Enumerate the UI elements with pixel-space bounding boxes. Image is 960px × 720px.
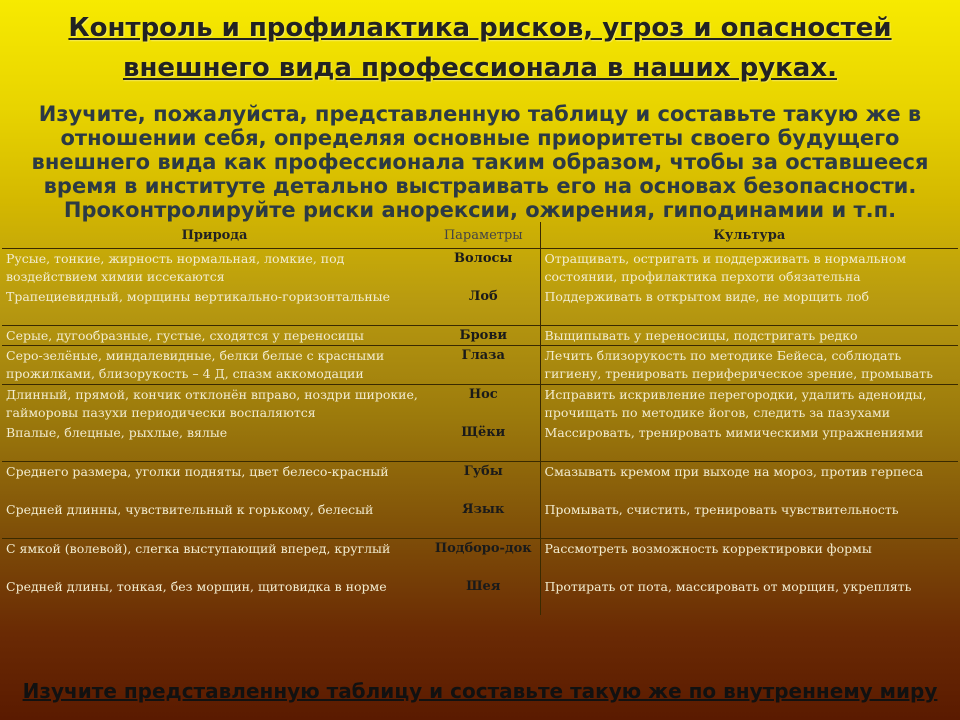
cell-culture: Исправить искривление перегородки, удалить аденоиды, прочищать по методике йогов, следить за пазухами [540,385,958,424]
cell-culture: Промывать, счистить, тренировать чувствительность [540,500,958,539]
cell-param: Волосы [427,249,540,288]
table-row [2,539,958,578]
cell-nature: Длинный, прямой, кончик отклонён вправо, ноздри широкие, гайморовы пазухи периодически воспаляются [2,385,427,424]
intro-line-3: внешнего вида как профессионала таким образом, чтобы за оставшееся [31,150,929,174]
cell-culture: Смазывать кремом при выходе на мороз, против герпеса [540,462,958,501]
cell-param: Подборо-док [427,539,540,578]
risk-table [2,222,958,615]
cell-nature: Среднего размера, уголки подняты, цвет белесо-красный [2,462,427,501]
intro-line-1: Изучите, пожалуйста, представленную таблицу и составьте такую же в [38,102,922,126]
cell-nature: Серые, дугообразные, густые, сходятся у переносицы [2,326,427,346]
intro-line-5: Проконтролируйте риски анорексии, ожирения, гиподинамии и т.п. [63,198,897,222]
cell-culture: Рассмотреть возможность корректировки формы [540,539,958,578]
header-params: Параметры [443,227,523,243]
table-row [2,500,958,539]
table-row [2,249,958,288]
table-header-row [2,222,958,249]
intro-text [0,102,960,222]
cell-param: Нос [427,385,540,424]
cell-param: Шея [466,579,501,594]
cell-nature: Русые, тонкие, жирность нормальная, ломкие, под воздействием химии иссекаются [2,249,427,288]
cell-culture: Отращивать, остригать и поддерживать в нормальном состоянии, профилактика перхоти обязательна [540,249,958,288]
table-row [2,577,958,615]
header-nature: Природа [181,227,248,243]
slide-title-line-1: Контроль и профилактика рисков, угроз и опасностей [68,13,892,43]
cell-culture: Поддерживать в открытом виде, не морщить лоб [540,287,958,326]
table-row [2,287,958,326]
cell-nature: Средней длинны, чувствительный к горькому, белесый [6,502,374,517]
footer-instruction: Изучите представленную таблицу и составьте такую же по внутреннему миру [22,679,938,703]
cell-nature: Трапециевидный, морщины вертикально-горизонтальные [6,289,391,304]
cell-culture: Протирать от пота, массировать от морщин, укреплять [540,577,958,615]
slide-title [0,8,960,88]
cell-nature: Серо-зелёные, миндалевидные, белки белые с красными прожилками, близорукость – 4 Д, спазм аккомодации [2,346,427,385]
slide-title-line-2: внешнего вида профессионала в наших руках. [122,53,837,83]
cell-nature: Впалые, блецные, рыхлые, вялые [6,425,228,440]
table-row [2,423,958,462]
cell-nature: С ямкой (волевой), слегка выступающий вперед, круглый [2,539,427,578]
table-row [2,385,958,424]
table-row [2,346,958,385]
intro-line-4: время в институте детально выстраивать его на основах безопасности. [43,174,917,198]
cell-param: Щёки [461,425,506,440]
cell-culture: Выщипывать у переносицы, подстригать редко [540,326,958,346]
table-row [2,462,958,501]
header-culture: Культура [540,222,958,249]
table-row [2,326,958,346]
cell-param: Лоб [468,289,498,304]
intro-line-2: отношении себя, определяя основные приоритеты своего будущего [60,126,900,150]
cell-culture: Лечить близорукость по методике Бейеса, соблюдать гигиену, тренировать периферическое зрение, промывать [540,346,958,385]
cell-param: Язык [462,502,505,517]
cell-param: Глаза [427,346,540,385]
cell-culture: Массировать, тренировать мимическими упражнениями [540,423,958,462]
cell-param: Брови [427,326,540,346]
cell-nature: Средней длины, тонкая, без морщин, щитовидка в норме [6,579,387,594]
cell-param: Губы [427,462,540,501]
